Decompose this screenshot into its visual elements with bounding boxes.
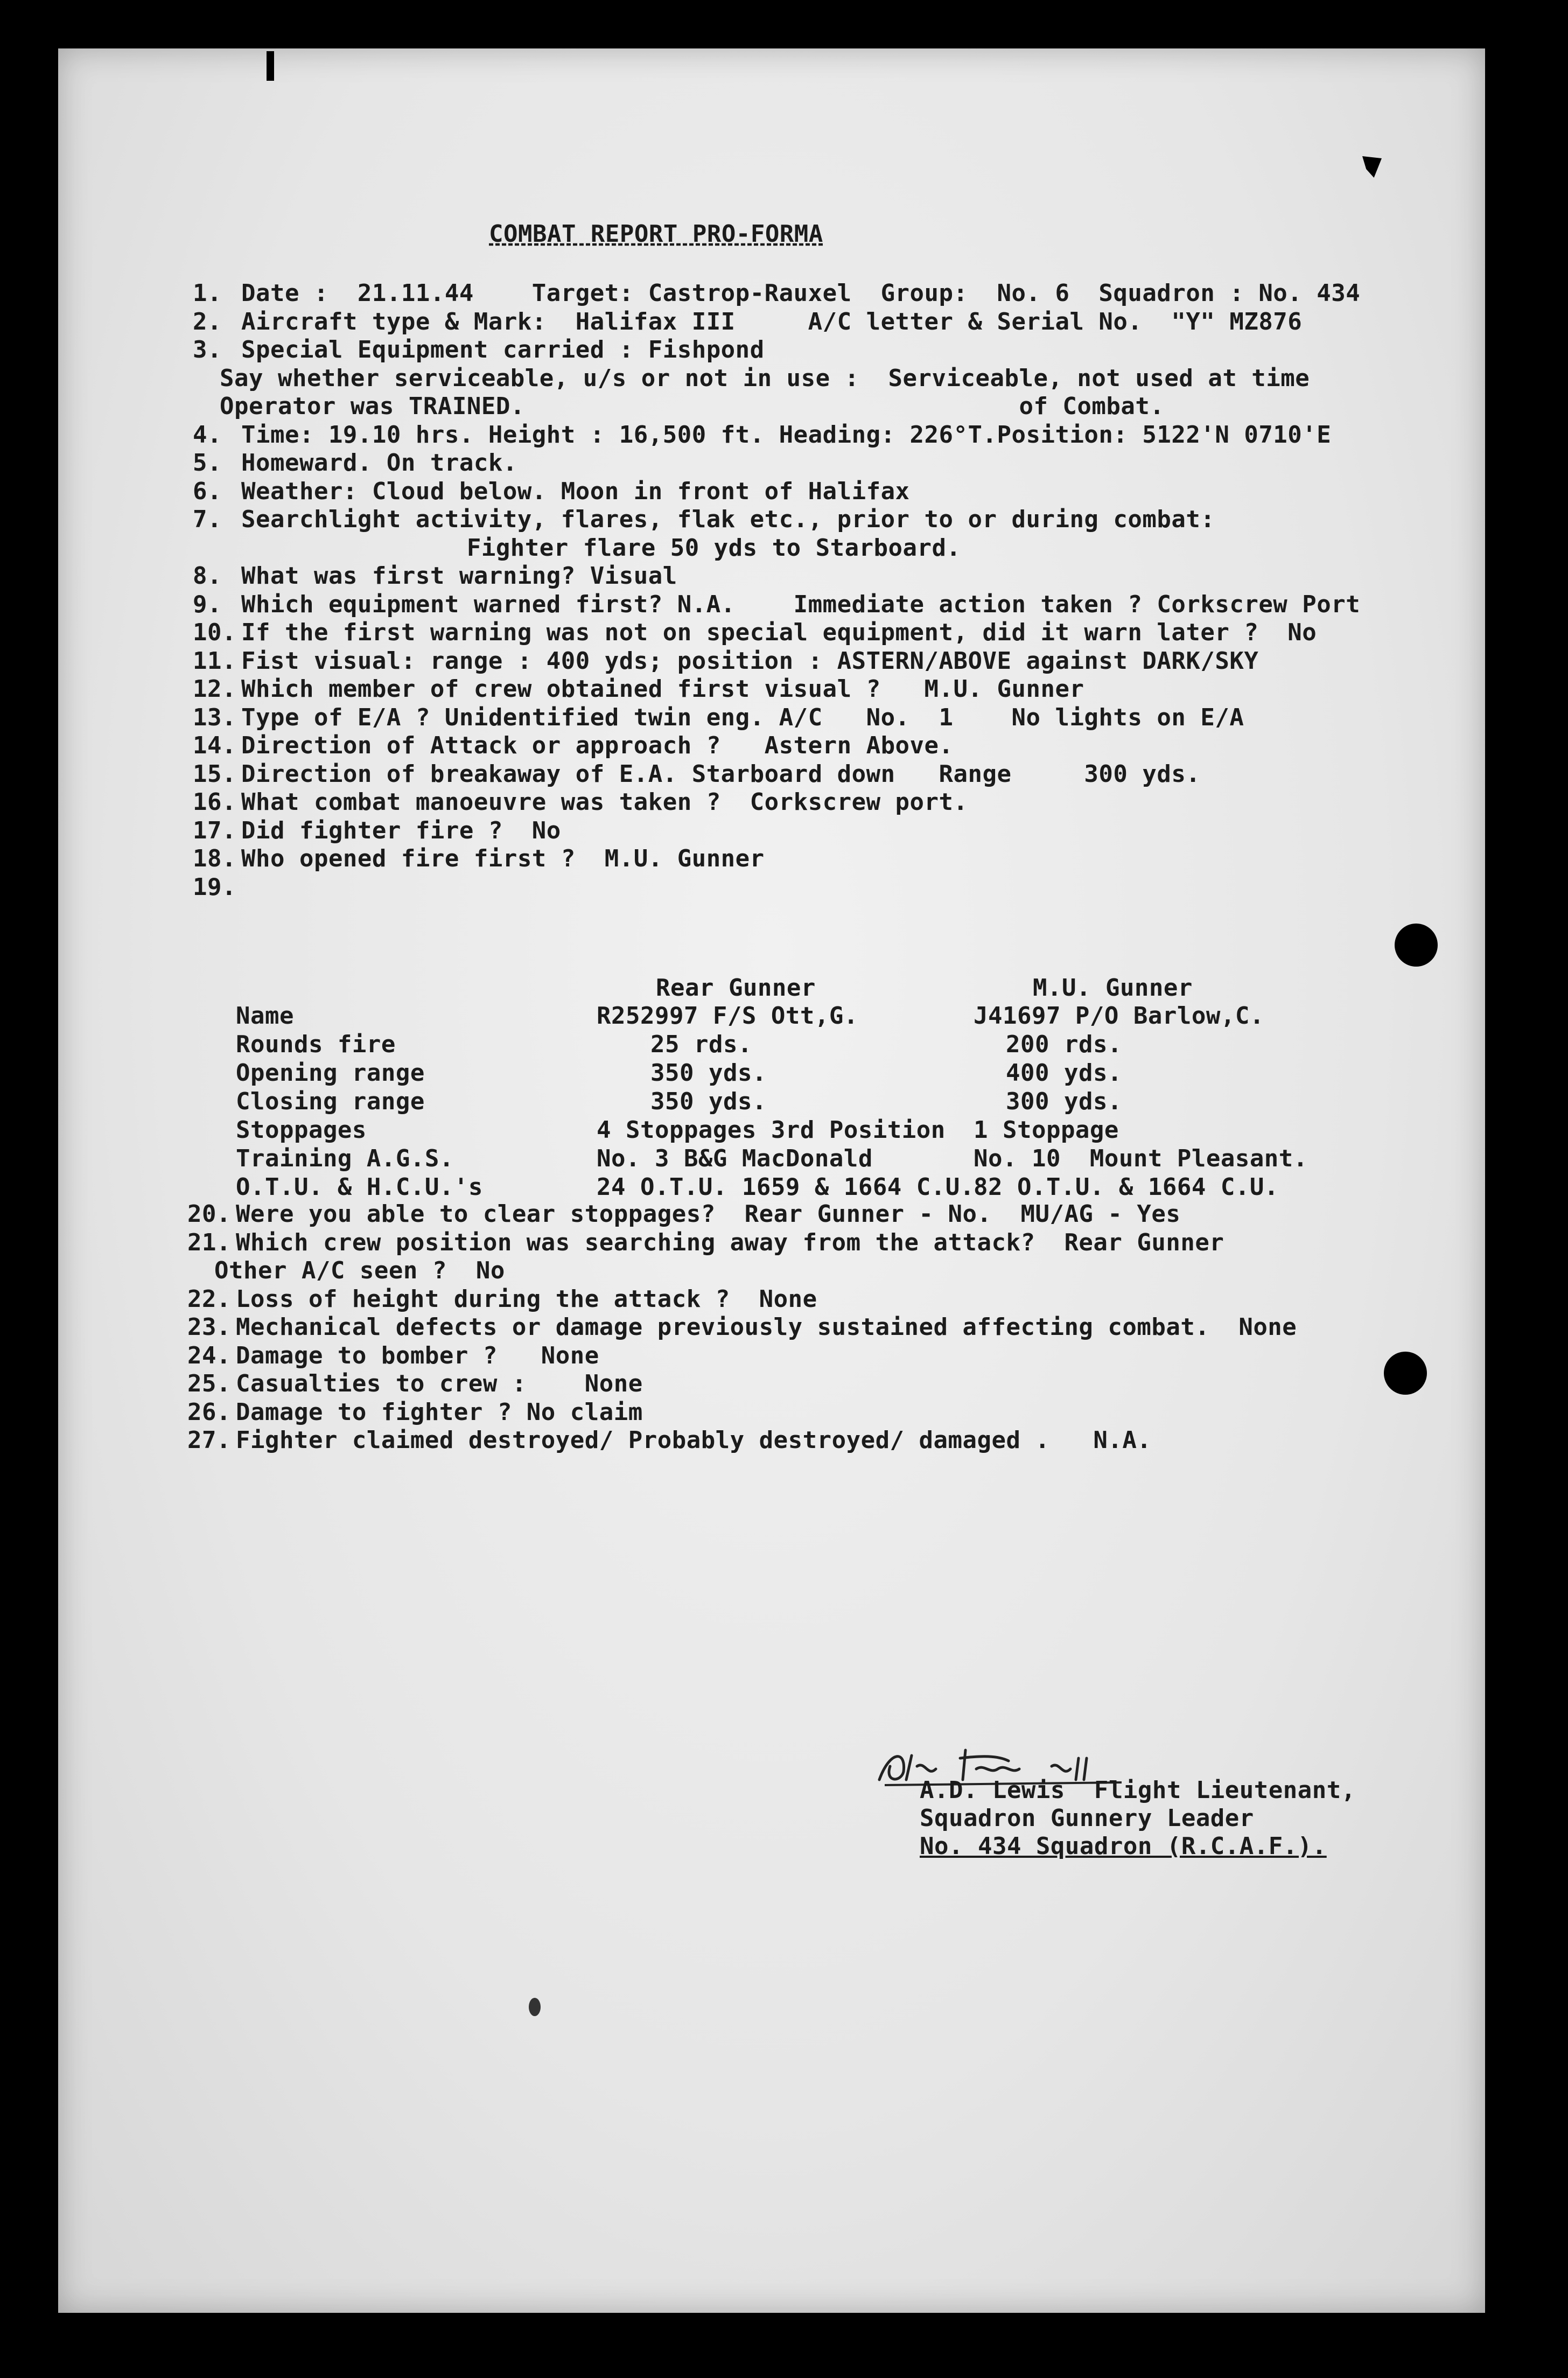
field-text: Casualties to crew : None [236,1370,643,1397]
field-number: 14. [193,732,236,759]
field-text: Searchlight activity, flares, flak etc., prior to or during combat: [241,506,1215,533]
field-number: 7. [193,506,222,533]
table-header: Rear Gunner [656,974,816,1002]
field-number: 2. [193,307,222,335]
field-text: Damage to bomber ? None [236,1341,599,1369]
field-number: 12. [193,675,236,703]
field-text: Special Equipment carried : Fishpond [241,336,765,363]
field-number: 23. [187,1313,231,1341]
field-text: Fist visual: range : 400 yds; position : ASTERN/ABOVE against DARK/SKY [241,647,1259,675]
field-text: Which member of crew obtained first visual ? M.U. Gunner [241,675,1084,703]
row-label: Name [236,1002,294,1030]
field-text: What was first warning? Visual [241,562,677,590]
field-text: What combat manoeuvre was taken ? Corkscrew port. [241,788,968,816]
table-cell: No. 10 Mount Pleasant. [974,1145,1308,1172]
binder-hole-top [1395,924,1438,967]
edge-mark [267,51,274,81]
signature-name-title: A.D. Lewis Flight Lieutenant, [920,1776,1356,1804]
field-text: Aircraft type & Mark: Halifax III A/C letter & Serial No. "Y" MZ876 [241,307,1303,335]
table-cell: 350 yds. [650,1059,767,1087]
field-number: 18. [193,845,236,872]
field-text: If the first warning was not on special equipment, did it warn later ? No [241,619,1317,646]
field-number: 9. [193,590,222,618]
field-text: Say whether serviceable, u/s or not in use : Serviceable, not used at time [220,364,1310,392]
row-label: O.T.U. & H.C.U.'s [236,1173,483,1201]
field-text: Weather: Cloud below. Moon in front of Halifax [241,477,910,505]
field-number: 16. [193,788,236,816]
table-cell: 400 yds. [1006,1059,1122,1087]
table-header: M.U. Gunner [1033,974,1193,1002]
field-number: 6. [193,477,222,505]
table-cell: 200 rds. [1006,1031,1122,1058]
binder-hole-bottom [1384,1352,1427,1395]
row-label: Rounds fire [236,1031,396,1058]
field-number: 1. [193,279,222,307]
table-cell: 350 yds. [650,1088,767,1115]
field-text: Time: 19.10 hrs. Height : 16,500 ft. Heading: 226°T.Position: 5122'N 0710'E [241,421,1332,449]
field-number: 13. [193,703,236,731]
field-text: Who opened fire first ? M.U. Gunner [241,845,765,872]
field-text: Mechanical defects or damage previously sustained affecting combat. None [236,1313,1297,1341]
field-text: Fighter flare 50 yds to Starboard. [220,534,961,562]
field-text: Damage to fighter ? No claim [236,1398,643,1426]
field-number: 11. [193,647,236,675]
field-text: Were you able to clear stoppages? Rear Gunner - No. MU/AG - Yes [236,1200,1181,1228]
table-cell: R252997 F/S Ott,G. [597,1002,858,1030]
field-number: 4. [193,421,222,449]
table-cell: 24 O.T.U. 1659 & 1664 C.U. [597,1173,975,1201]
row-label: Closing range [236,1088,425,1115]
field-text: Which equipment warned first? N.A. Immediate action taken ? Corkscrew Port [241,590,1361,618]
form-title: COMBAT REPORT PRO-FORMA [489,220,823,248]
row-label: Training A.G.S. [236,1145,454,1172]
field-number: 8. [193,562,222,590]
field-text: Direction of Attack or approach ? Astern Above. [241,732,954,759]
field-number: 19. [193,873,236,901]
field-number: 5. [193,449,222,477]
field-number: 21. [187,1228,231,1256]
row-label: Opening range [236,1059,425,1087]
field-text: Date : 21.11.44 Target: Castrop-Rauxel Group: No. 6 Squadron : No. 434 [241,279,1361,307]
field-text: Type of E/A ? Unidentified twin eng. A/C No. 1 No lights on E/A [241,703,1244,731]
field-text: Other A/C seen ? No [214,1257,505,1284]
table-cell: 25 rds. [650,1031,752,1058]
field-text: Homeward. On track. [241,449,517,477]
table-cell: 1 Stoppage [974,1116,1119,1144]
field-text: Loss of height during the attack ? None [236,1285,817,1313]
field-number: 25. [187,1370,231,1397]
table-cell: 300 yds. [1006,1088,1122,1115]
field-number: 10. [193,619,236,646]
signature-role: Squadron Gunnery Leader [920,1805,1254,1832]
field-text: Did fighter fire ? No [241,816,561,844]
table-cell: 82 O.T.U. & 1664 C.U. [974,1173,1279,1201]
row-label: Stoppages [236,1116,367,1144]
field-number: 15. [193,760,236,788]
field-text: Operator was TRAINED. of Combat. [220,393,1165,420]
field-number: 26. [187,1398,231,1426]
field-number: 22. [187,1285,231,1313]
field-number: 20. [187,1200,231,1228]
table-cell: No. 3 B&G MacDonald [597,1145,873,1172]
paper-spot [529,1998,541,2016]
field-text: Direction of breakaway of E.A. Starboard down Range 300 yds. [241,760,1201,788]
table-cell: J41697 P/O Barlow,C. [974,1002,1264,1030]
field-text: Which crew position was searching away from the attack? Rear Gunner [236,1228,1224,1256]
field-number: 27. [187,1426,231,1454]
field-number: 17. [193,816,236,844]
field-number: 24. [187,1341,231,1369]
signature-squadron: No. 434 Squadron (R.C.A.F.). [920,1833,1327,1860]
table-cell: 4 Stoppages 3rd Position [597,1116,946,1144]
field-text: Fighter claimed destroyed/ Probably destroyed/ damaged . N.A. [236,1426,1152,1454]
document-page [58,48,1485,2313]
field-number: 3. [193,336,222,363]
